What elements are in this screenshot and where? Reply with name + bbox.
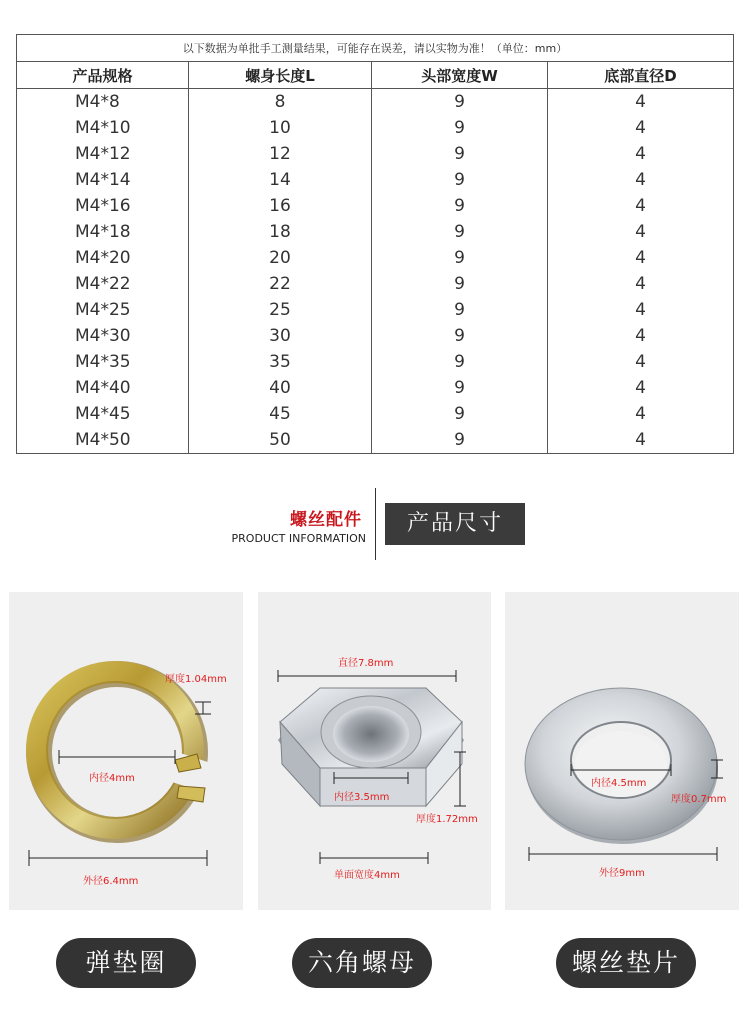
table-row xyxy=(17,297,734,323)
cell-length: 8 xyxy=(189,89,372,116)
cell-spec: M4*16 xyxy=(17,193,189,219)
header-spec: 产品规格 xyxy=(17,62,189,89)
table-row xyxy=(17,375,734,401)
header-bottom-diameter: 底部直径D xyxy=(548,62,734,89)
cell-spec: M4*50 xyxy=(17,427,189,454)
hex-nut-inner-label: 内径3.5mm xyxy=(334,792,390,803)
cell-head-width: 9 xyxy=(372,115,548,141)
hex-nut-side-width-label: 单面宽度4mm xyxy=(334,870,400,881)
cell-head-width: 9 xyxy=(372,271,548,297)
spring-washer-outer-label: 外径6.4mm xyxy=(83,876,139,887)
cell-bottom-diameter: 4 xyxy=(548,297,734,323)
cell-length: 16 xyxy=(189,193,372,219)
hex-nut-name: 六角螺母 xyxy=(292,938,432,988)
cell-head-width: 9 xyxy=(372,349,548,375)
section-banner: 产品尺寸 xyxy=(385,503,525,545)
cell-head-width: 9 xyxy=(372,297,548,323)
cell-head-width: 9 xyxy=(372,427,548,454)
cell-head-width: 9 xyxy=(372,167,548,193)
flat-washer-photo xyxy=(505,592,739,910)
cell-head-width: 9 xyxy=(372,401,548,427)
cell-spec: M4*10 xyxy=(17,115,189,141)
table-note-row xyxy=(17,35,734,62)
cell-length: 22 xyxy=(189,271,372,297)
hex-nut-photo xyxy=(258,592,491,910)
flat-washer-name: 螺丝垫片 xyxy=(556,938,696,988)
cell-bottom-diameter: 4 xyxy=(548,167,734,193)
flat-washer-outer-label: 外径9mm xyxy=(599,868,645,879)
table-note: 以下数据为单批手工测量结果，可能存在误差，请以实物为准！（单位：mm） xyxy=(17,35,734,62)
table-row xyxy=(17,141,734,167)
cell-head-width: 9 xyxy=(372,375,548,401)
spring-washer-photo xyxy=(9,592,243,910)
section-divider xyxy=(375,488,376,560)
cell-spec: M4*14 xyxy=(17,167,189,193)
spring-washer-inner-label: 内径4mm xyxy=(89,773,135,784)
section-title-en: PRODUCT INFORMATION xyxy=(231,532,366,545)
spring-washer-name: 弹垫圈 xyxy=(56,938,196,988)
side-width-marker xyxy=(320,852,428,864)
hex-nut-diameter-label: 直径7.8mm xyxy=(338,658,394,669)
cell-bottom-diameter: 4 xyxy=(548,427,734,454)
cell-head-width: 9 xyxy=(372,323,548,349)
cell-spec: M4*8 xyxy=(17,89,189,116)
inner-diameter-marker xyxy=(59,750,175,764)
cell-spec: M4*45 xyxy=(17,401,189,427)
cell-length: 40 xyxy=(189,375,372,401)
table-header-row xyxy=(17,62,734,89)
header-length: 螺身长度L xyxy=(189,62,372,89)
cell-spec: M4*40 xyxy=(17,375,189,401)
diameter-marker xyxy=(278,670,456,682)
spring-washer-image xyxy=(37,672,217,830)
cell-spec: M4*22 xyxy=(17,271,189,297)
cell-spec: M4*12 xyxy=(17,141,189,167)
flat-washer-image xyxy=(525,688,718,844)
cell-bottom-diameter: 4 xyxy=(548,219,734,245)
flat-washer-inner-label: 内径4.5mm xyxy=(591,778,647,789)
cell-length: 12 xyxy=(189,141,372,167)
cell-length: 20 xyxy=(189,245,372,271)
cell-spec: M4*35 xyxy=(17,349,189,375)
cell-bottom-diameter: 4 xyxy=(548,349,734,375)
cell-spec: M4*25 xyxy=(17,297,189,323)
section-title-cn: 螺丝配件 xyxy=(290,510,362,530)
table-row xyxy=(17,245,734,271)
cell-head-width: 9 xyxy=(372,219,548,245)
cell-bottom-diameter: 4 xyxy=(548,245,734,271)
cell-spec: M4*20 xyxy=(17,245,189,271)
spec-table xyxy=(16,34,734,454)
cell-head-width: 9 xyxy=(372,245,548,271)
outer-diameter-marker xyxy=(529,847,717,861)
cell-head-width: 9 xyxy=(372,89,548,116)
cell-length: 10 xyxy=(189,115,372,141)
table-row xyxy=(17,219,734,245)
table-row xyxy=(17,115,734,141)
table-row xyxy=(17,349,734,375)
cell-length: 25 xyxy=(189,297,372,323)
cell-length: 45 xyxy=(189,401,372,427)
flat-washer-thickness-label: 厚度0.7mm xyxy=(671,794,727,805)
cell-bottom-diameter: 4 xyxy=(548,323,734,349)
cell-spec: M4*18 xyxy=(17,219,189,245)
cell-length: 50 xyxy=(189,427,372,454)
cell-length: 14 xyxy=(189,167,372,193)
cell-head-width: 9 xyxy=(372,193,548,219)
table-row xyxy=(17,167,734,193)
spring-washer-thickness-label: 厚度1.04mm xyxy=(165,674,227,685)
table-row xyxy=(17,323,734,349)
cell-bottom-diameter: 4 xyxy=(548,193,734,219)
header-head-width: 头部宽度W xyxy=(372,62,548,89)
table-row xyxy=(17,89,734,116)
cell-bottom-diameter: 4 xyxy=(548,115,734,141)
cell-bottom-diameter: 4 xyxy=(548,375,734,401)
cell-bottom-diameter: 4 xyxy=(548,141,734,167)
table-row xyxy=(17,401,734,427)
cell-head-width: 9 xyxy=(372,141,548,167)
table-row xyxy=(17,271,734,297)
table-row xyxy=(17,427,734,454)
cell-length: 30 xyxy=(189,323,372,349)
cell-spec: M4*30 xyxy=(17,323,189,349)
hex-nut-thickness-label: 厚度1.72mm xyxy=(416,814,478,825)
table-row xyxy=(17,193,734,219)
cell-bottom-diameter: 4 xyxy=(548,401,734,427)
cell-bottom-diameter: 4 xyxy=(548,89,734,116)
cell-length: 35 xyxy=(189,349,372,375)
outer-diameter-marker xyxy=(29,850,207,866)
cell-length: 18 xyxy=(189,219,372,245)
cell-bottom-diameter: 4 xyxy=(548,271,734,297)
